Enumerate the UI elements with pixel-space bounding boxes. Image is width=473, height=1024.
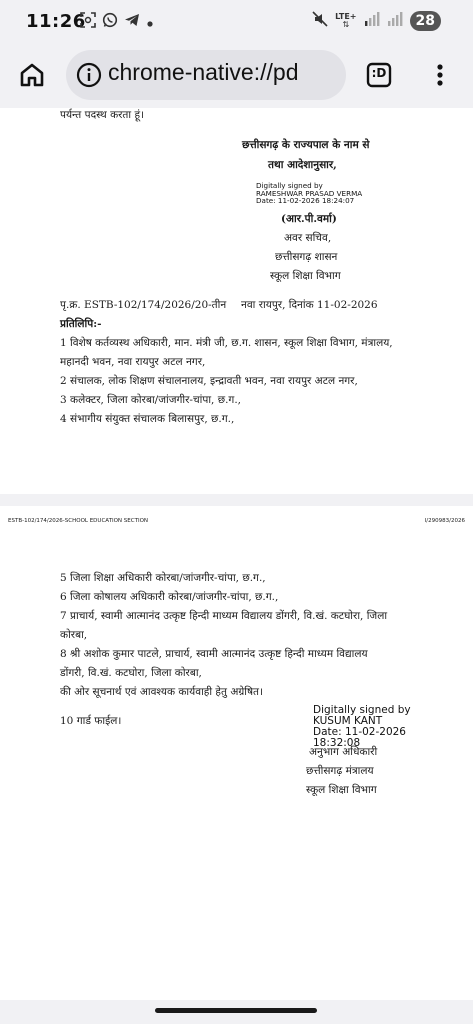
copy-item: 2 संचालक, लोक शिक्षण संचालनालय, इन्द्रावती भवन, नवा रायपुर अटल नगर,	[60, 375, 358, 387]
signature-line: Date: 11-02-2026 18:24:07	[256, 196, 355, 206]
tab-count: :D	[371, 66, 387, 80]
copy-item: 4 संभागीय संयुक्त संचालक बिलासपुर, छ.ग.,	[60, 413, 235, 425]
officer-dept-2: स्कूल शिक्षा विभाग	[306, 784, 377, 796]
mute-icon	[312, 11, 328, 31]
signature-line: KUSUM KANT	[313, 715, 383, 728]
page-header-left: ESTB-102/174/2026-SCHOOL EDUCATION SECTION	[8, 518, 149, 524]
doc-line-top: पर्यन्त पदस्थ करता हूं।	[60, 109, 145, 121]
signer-designation: अवर सचिव,	[284, 232, 332, 244]
copy-item: कोरबा,	[60, 629, 88, 641]
status-time: 11:26	[26, 11, 86, 32]
dot-icon	[146, 13, 154, 32]
whatsapp-icon	[102, 12, 118, 32]
tab-switcher-button[interactable]	[365, 61, 393, 89]
info-icon[interactable]	[76, 62, 102, 88]
by-order-line-1: छत्तीसगढ़ के राज्यपाल के नाम से	[242, 139, 370, 151]
section-officer: अनुभाग अधिकारी	[309, 746, 378, 758]
copy-item: 7 प्राचार्य, स्वामी आत्मानंद उत्कृष्ट हिन्दी माध्यम विद्यालय डोंगरी, वि.खं. कटघोरा, जिला	[60, 610, 388, 622]
by-order-line-2: तथा आदेशानुसार,	[268, 159, 337, 171]
address-bar[interactable]	[66, 50, 346, 100]
home-button[interactable]	[18, 61, 46, 89]
copy-heading: प्रतिलिपि:-	[60, 318, 102, 330]
copy-item: महानदी भवन, नवा रायपुर अटल नगर,	[60, 356, 206, 368]
data-arrows-icon: ⇅	[342, 20, 350, 29]
signal-icon-2	[387, 11, 403, 31]
browser-toolbar	[0, 44, 473, 106]
battery-indicator: 28	[410, 11, 441, 31]
copy-item: डोंगरी, वि.खं. कटघोरा, जिला कोरबा,	[60, 667, 202, 679]
digital-signature-2	[313, 705, 411, 749]
copy-item: 6 जिला कोषालय अधिकारी कोरबा/जांजगीर-चांपा, छ.ग.,	[60, 591, 279, 603]
digital-signature-1	[256, 182, 362, 205]
lte-label: LTE+	[335, 12, 357, 21]
home-icon	[18, 61, 46, 89]
signature-line: Digitally signed by	[313, 704, 411, 716]
copy-item: 3 कलेक्टर, जिला कोरबा/जांजगीर-चांपा, छ.ग.,	[60, 394, 242, 406]
screenshot-icon	[80, 12, 96, 32]
pdf-page-1[interactable]	[0, 108, 473, 494]
notification-icons	[80, 13, 154, 31]
system-icons	[312, 11, 441, 31]
reference-number: पृ.क्र. ESTB-102/174/2026/20-तीन	[60, 299, 227, 311]
signer-dept-1: छत्तीसगढ़ शासन	[275, 251, 338, 263]
officer-dept-1: छत्तीसगढ़ मंत्रालय	[306, 765, 374, 777]
status-bar	[0, 0, 473, 44]
pdf-page-2[interactable]	[0, 506, 473, 1000]
lte-icon	[335, 13, 356, 29]
reference-place-date: नवा रायपुर, दिनांक 11-02-2026	[241, 299, 378, 311]
more-vert-icon	[430, 61, 450, 89]
copy-item: 5 जिला शिक्षा अधिकारी कोरबा/जांजगीर-चांपा, छ.ग.,	[60, 572, 266, 584]
copy-item: 1 विशेष कर्तव्यस्थ अधिकारी, मान. मंत्री जी, छ.ग. शासन, स्कूल शिक्षा विभाग, मंत्रालय,	[60, 337, 393, 349]
copy-item: की ओर सूचनार्थ एवं आवश्यक कार्यवाही हेतु अग्रेषित।	[60, 686, 264, 698]
guard-file: 10 गार्ड फाईल।	[60, 715, 122, 727]
signer-dept-2: स्कूल शिक्षा विभाग	[270, 270, 341, 282]
signature-line: Digitally signed by	[256, 181, 323, 190]
signature-line: Date: 11-02-2026	[313, 726, 406, 739]
telegram-icon	[124, 12, 140, 32]
signer-name: (आर.पी.वर्मा)	[281, 213, 337, 225]
signature-line: RAMESHWAR PRASAD VERMA	[256, 188, 363, 198]
gesture-bar[interactable]	[155, 1008, 317, 1013]
signature-line: 18:32:08	[313, 737, 361, 750]
page-header-right: I/290983/2026	[424, 518, 465, 524]
menu-button[interactable]	[430, 61, 450, 89]
copy-item: 8 श्री अशोक कुमार पाटले, प्राचार्य, स्वामी आत्मानंद उत्कृष्ट हिन्दी माध्यम विद्यालय	[60, 648, 368, 660]
url-text[interactable]: chrome-native://pd	[108, 59, 299, 85]
signal-icon-1	[364, 11, 380, 31]
